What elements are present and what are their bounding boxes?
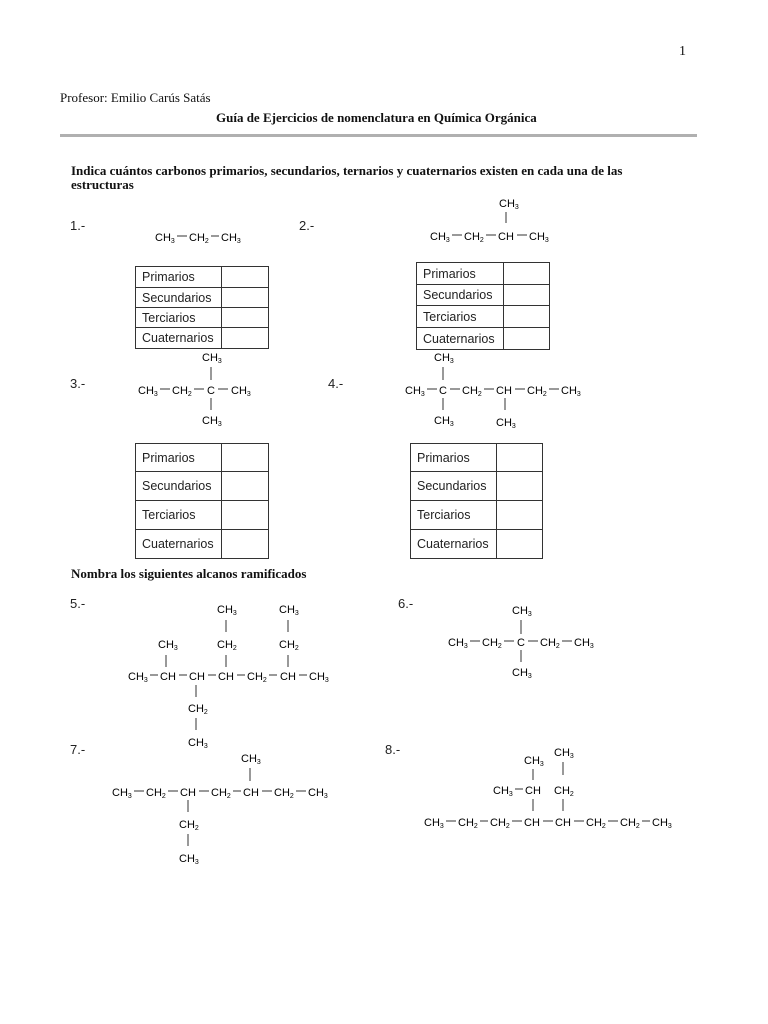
atom-label: CH3 [241,753,261,766]
answer-cell[interactable] [497,530,543,559]
atom-label: CH3 [112,787,132,800]
atom-label: CH [496,385,512,397]
atom-label: CH3 [496,417,516,430]
professor-name: Profesor: Emilio Carús Satás [60,90,211,105]
atom-label: CH [555,817,571,829]
atom-label: CH3 [434,415,454,428]
exercise-8-number: 8.- [385,742,401,757]
table-label: Primarios [136,267,222,288]
table-label: Secundarios [136,472,222,501]
molecule-5 [128,600,348,750]
atom-label: CH [524,817,540,829]
table-label: Cuaternarios [136,530,222,559]
answer-cell[interactable] [504,263,550,285]
atom-label: CH [525,785,541,797]
atom-label: CH3 [128,671,148,684]
atom-label: CH2 [554,785,574,798]
atom-label: CH3 [512,667,532,680]
atom-label: CH2 [540,637,560,650]
exercise-1-structure [155,230,255,247]
instruction-line-1: Indica cuántos carbonos primarios, secundarios, ternarios y cuaternarios existen en cada una de las [71,163,623,178]
atom-label: CH [243,787,259,799]
answer-cell[interactable] [222,308,269,328]
table-label: Secundarios [411,472,497,501]
atom-label: CH3 [424,817,444,830]
atom-label: C [517,637,525,649]
atom-label: CH3 [430,231,450,244]
page-number: 1 [679,44,686,59]
molecule-4 [405,350,595,430]
atom-label: CH2 [217,639,237,652]
section1-instruction [71,164,711,192]
atom-label: CH2 [482,637,502,650]
atom-label: CH [189,671,205,683]
atom-label: CH2 [274,787,294,800]
table-label: Primarios [411,444,497,472]
atom-label: CH3 [179,853,199,866]
table-label: Terciarios [136,501,222,530]
header-divider [60,134,697,137]
atom-label: CH2 [179,819,199,832]
exercise-7-structure [112,750,342,873]
molecule-1 [155,230,255,244]
exercise-4-number: 4.- [328,376,344,391]
atom-label: CH [218,671,234,683]
exercise-4-structure [405,350,595,433]
atom-label: CH3 [217,604,237,617]
exercise-6-structure [448,602,608,685]
atom-label: CH2 [586,817,606,830]
table-label: Primarios [136,444,222,472]
atom-label: CH3 [574,637,594,650]
atom-label: CH2 [247,671,267,684]
count-table-4 [410,443,543,559]
atom-label: CH3 [188,737,208,750]
atom-label: CH3 [158,639,178,652]
atom-label: CH3 [524,755,544,768]
answer-cell[interactable] [222,472,269,501]
table-label: Primarios [417,263,504,285]
atom-label: CH2 [211,787,231,800]
count-table-2 [416,262,550,350]
atom-label: CH3 [512,605,532,618]
table-label: Cuaternarios [417,328,504,350]
table-label: Terciarios [411,501,497,530]
exercise-3-number: 3.- [70,376,86,391]
exercise-2-number: 2.- [299,218,315,233]
atom-label: CH2 [490,817,510,830]
exercise-7-number: 7.- [70,742,86,757]
exercise-2-structure [430,196,560,249]
answer-cell[interactable] [504,328,550,350]
atom-label: CH2 [462,385,482,398]
exercise-1-number: 1.- [70,218,86,233]
atom-label: CH3 [652,817,672,830]
atom-label: CH3 [448,637,468,650]
exercise-8-structure [424,744,684,837]
molecule-7 [112,750,342,870]
atom-label: CH3 [221,232,241,245]
atom-label: CH3 [202,415,222,428]
atom-label: CH2 [279,639,299,652]
atom-label: CH2 [620,817,640,830]
count-table-3 [135,443,269,559]
atom-label: CH3 [405,385,425,398]
molecule-8 [424,744,684,834]
atom-label: CH [280,671,296,683]
answer-cell[interactable] [222,328,269,349]
atom-label: CH3 [202,352,222,365]
atom-label: CH3 [138,385,158,398]
exercise-5-number: 5.- [70,596,86,611]
page-title: Guía de Ejercicios de nomenclatura en Química Orgánica [216,110,537,125]
exercise-5-structure [128,600,348,753]
atom-label: CH2 [188,703,208,716]
atom-label: CH [160,671,176,683]
answer-cell[interactable] [504,285,550,306]
instruction-line-2: estructuras [71,177,134,192]
atom-label: CH3 [231,385,251,398]
atom-label: CH2 [189,232,209,245]
table-label: Terciarios [417,306,504,328]
atom-label: CH2 [527,385,547,398]
atom-label: CH3 [279,604,299,617]
table-label: Cuaternarios [136,328,222,349]
answer-cell[interactable] [222,444,269,472]
atom-label: CH2 [172,385,192,398]
atom-label: CH3 [561,385,581,398]
atom-label: CH3 [155,232,175,245]
section2-instruction: Nombra los siguientes alcanos ramificados [71,566,307,581]
table-label: Secundarios [417,285,504,306]
exercise-6-number: 6.- [398,596,414,611]
atom-label: C [207,385,215,397]
atom-label: CH2 [464,231,484,244]
table-label: Cuaternarios [411,530,497,559]
atom-label: CH3 [434,352,454,365]
molecule-3 [138,350,268,430]
answer-cell[interactable] [497,444,543,472]
atom-label: CH3 [493,785,513,798]
atom-label: CH [180,787,196,799]
answer-cell[interactable] [497,501,543,530]
table-label: Terciarios [136,308,222,328]
molecule-2 [430,196,560,246]
exercise-3-structure [138,350,268,433]
answer-cell[interactable] [222,501,269,530]
answer-cell[interactable] [497,472,543,501]
atom-label: CH3 [309,671,329,684]
atom-label: CH2 [458,817,478,830]
atom-label: C [439,385,447,397]
atom-label: CH3 [499,198,519,211]
answer-cell[interactable] [222,530,269,559]
atom-label: CH2 [146,787,166,800]
atom-label: CH3 [308,787,328,800]
atom-label: CH [498,231,514,243]
answer-cell[interactable] [504,306,550,328]
answer-cell[interactable] [222,288,269,308]
atom-label: CH3 [554,747,574,760]
molecule-6 [448,602,608,682]
answer-cell[interactable] [222,267,269,288]
table-label: Secundarios [136,288,222,308]
count-table-1 [135,266,269,349]
atom-label: CH3 [529,231,549,244]
